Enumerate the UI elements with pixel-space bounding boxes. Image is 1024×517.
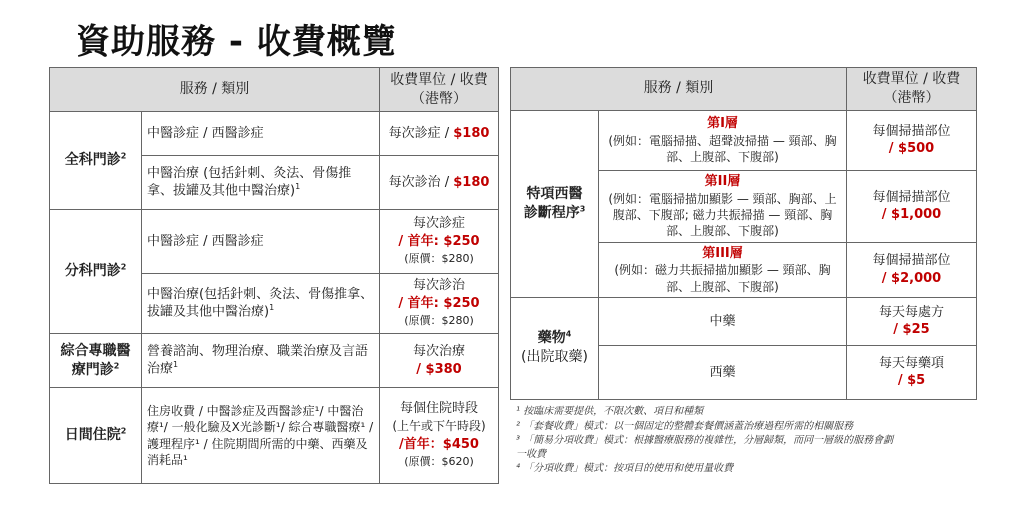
category-day: 日間住院$^2$: [50, 388, 142, 484]
price-tier-3: 每個掃描部位 / $2,000: [847, 242, 977, 297]
header-unit-right: 收費單位 / 收費 （港幣）: [847, 68, 977, 111]
drug-western: 西藥: [599, 345, 847, 399]
category-general: 全科門診$^2$: [50, 112, 142, 210]
price-tier-1: 每個掃描部位 / $500: [847, 110, 977, 170]
tier-1: 第I層 (例如：電腦掃描、超聲波掃描 — 頸部、胸部、上腹部、下腹部): [599, 110, 847, 170]
price-specialist-1: 每次診症 / 首年: $250 (原價：$280): [380, 210, 499, 274]
category-allied: 綜合專職醫療門診$^2$: [50, 334, 142, 388]
price-tier-2: 每個掃描部位 / $1,000: [847, 170, 977, 242]
footnote-2: ² 「套餐收費」模式：以一個固定的整體套餐價涵蓋治療過程所需的相關服務: [516, 420, 854, 432]
tier-2: 第II層 (例如：電腦掃描加顯影 — 頸部、胸部、上腹部、下腹部; 磁力共振掃描 — 頸部、胸部、上腹部、下腹部): [599, 170, 847, 242]
service-allied: 營養諮詢、物理治療、職業治療及言語治療$^1$: [142, 334, 380, 388]
header-unit: 收費單位 / 收費 （港幣）: [380, 68, 499, 112]
left-fee-table: [49, 67, 499, 484]
category-drugs: 藥物$^4$ (出院取藥): [511, 297, 599, 399]
service-specialist-2: 中醫治療(包括針刺、灸法、骨傷推拿、拔罐及其他中醫治療)$^1$: [142, 274, 380, 334]
footnote-4: ⁴ 「分項收費」模式：按項目的使用和使用量收費: [516, 463, 734, 474]
price-specialist-2: 每次診治 / 首年: $250 (原價：$280): [380, 274, 499, 334]
footnotes: [516, 405, 896, 477]
header-service: 服務 / 類別: [50, 68, 380, 112]
category-imaging: 特項西醫 診斷程序$^3$: [511, 110, 599, 297]
page-title: 資助服務 - 收費概覽: [76, 22, 397, 62]
price-day: 每個住院時段 (上午或下午時段) /首年：$450 (原價：$620): [380, 388, 499, 484]
price-general-2: 每次診治 / $180: [380, 156, 499, 210]
price-general-1: 每次診症 / $180: [380, 112, 499, 156]
service-day: 住房收費 / 中醫診症及西醫診症¹/ 中醫治療¹/ 一般化驗及X光診斷¹/ 綜合專職醫療¹ / 護理程序¹ / 住院期間所需的中藥、西藥及消耗品¹: [142, 388, 380, 484]
footnote-1: ¹ 按臨床需要提供，不限次數、項目和種類: [516, 406, 704, 417]
service-specialist-1: 中醫診症 / 西醫診症: [142, 210, 380, 274]
footnote-3: ³ 「簡易分項收費」模式：根據醫療服務的複雜性，分層歸類，而同一層級的服務會劃一收費: [516, 435, 894, 460]
price-drug-chinese: 每天每處方 / $25: [847, 297, 977, 345]
header-service-right: 服務 / 類別: [511, 68, 847, 111]
price-drug-western: 每天每藥項 / $5: [847, 345, 977, 399]
price-allied: 每次治療 / $380: [380, 334, 499, 388]
right-fee-table: [510, 67, 977, 400]
service-general-2: 中醫治療 (包括針刺、灸法、骨傷推拿、拔罐及其他中醫治療)$^1$: [142, 156, 380, 210]
service-general-1: 中醫診症 / 西醫診症: [142, 112, 380, 156]
category-specialist: 分科門診$^2$: [50, 210, 142, 334]
tier-3: 第III層 (例如：磁力共振掃描加顯影 — 頸部、胸部、上腹部、下腹部): [599, 242, 847, 297]
drug-chinese: 中藥: [599, 297, 847, 345]
